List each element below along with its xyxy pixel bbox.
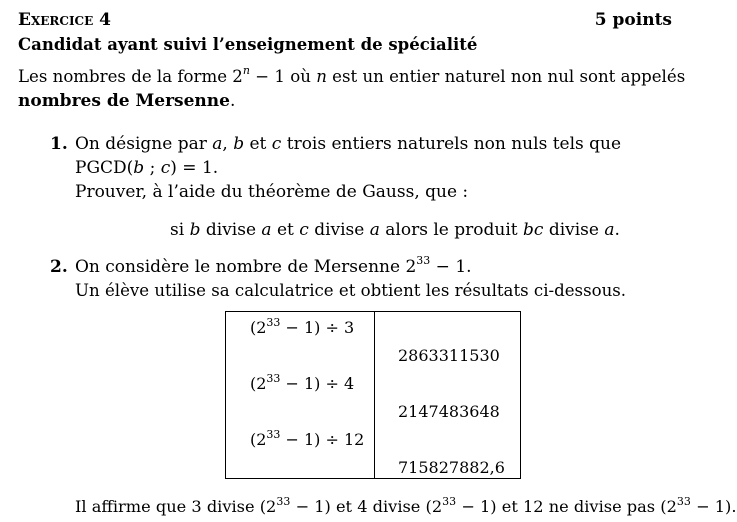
points-label: 5 points bbox=[594, 10, 672, 30]
calculator-results-table bbox=[225, 311, 521, 479]
question-1-number: 1. bbox=[50, 134, 68, 154]
exercise-subtitle: Candidat ayant suivi l’enseignement de spécialité bbox=[18, 35, 478, 54]
table-row-2-result: 2147483648 bbox=[398, 402, 500, 421]
mersenne-term: nombres de Mersenne bbox=[18, 91, 230, 111]
table-divider bbox=[374, 312, 375, 478]
q1-line-3: Prouver, à l’aide du théorème de Gauss, que : bbox=[75, 182, 469, 202]
exercise-title: Exercice 4 bbox=[18, 10, 111, 30]
q2-line-1: On considère le nombre de Mersenne $2^{33} - 1$. bbox=[75, 254, 472, 277]
q1-line-2: PGCD(b ; c) = 1. bbox=[75, 158, 219, 178]
table-row-3-expression: $(2^{33} - 1) \div 12$ bbox=[250, 427, 365, 449]
question-2-number: 2. bbox=[50, 257, 68, 277]
q1-line-1: On désigne par a, b et c trois entiers naturels non nuls tels que bbox=[75, 134, 622, 154]
table-row-1-result: 2863311530 bbox=[398, 346, 500, 365]
q2-line-2: Un élève utilise sa calculatrice et obtient les résultats ci-dessous. bbox=[75, 281, 627, 300]
table-row-1-expression: $(2^{33} - 1) \div 3$ bbox=[250, 315, 355, 337]
intro-line-1: Les nombres de la forme $2^n - 1$ où n est un entier naturel non nul sont appelés bbox=[18, 64, 686, 86]
q2-conclusion: Il affirme que 3 divise $(2^{33} - 1)$ et 4 divise $(2^{33} - 1)$ et 12 ne divise pas $(2^{33} - 1)$. bbox=[75, 494, 737, 516]
table-row-2-expression: $(2^{33} - 1) \div 4$ bbox=[250, 371, 355, 393]
intro-line-2: nombres de Mersenne. bbox=[18, 91, 236, 111]
table-row-3-result: 715827882,6 bbox=[398, 458, 505, 477]
q1-statement: si b divise a et c divise a alors le produit bc divise a. bbox=[170, 220, 620, 240]
